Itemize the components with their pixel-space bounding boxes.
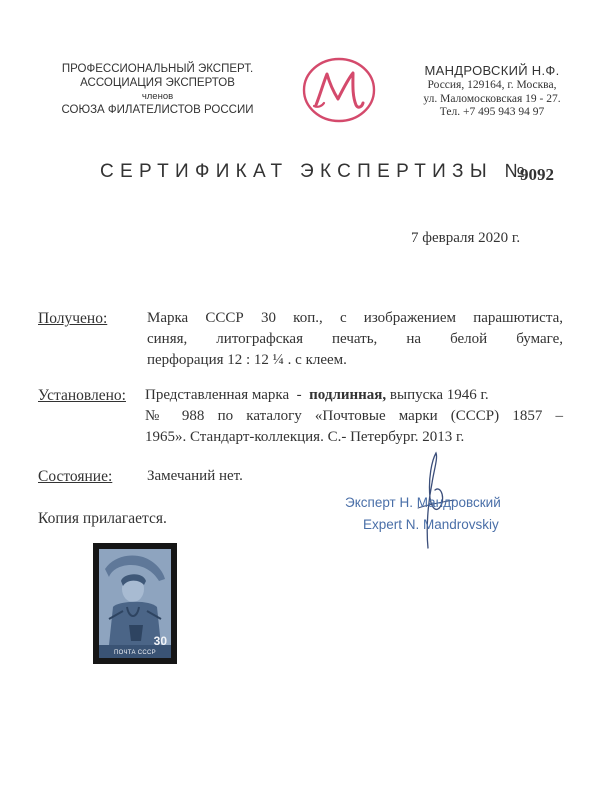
association-line-3: членов: [141, 91, 174, 102]
established-line-2: № 988 по каталогу «Почтовые марки (СССР) 1857 –: [145, 408, 563, 424]
expert-phone: Тел. +7 495 943 94 97: [439, 106, 545, 118]
certificate-date: 7 февраля 2020 г.: [411, 230, 521, 246]
association-line-1: ПРОФЕССИОНАЛЬНЫЙ ЭКСПЕРТ.: [61, 63, 254, 75]
expert-name: МАНДРОВСКИЙ Н.Ф.: [424, 63, 560, 78]
established-line-3: 1965». Стандарт-коллекция. С.- Петербург. 2013 г.: [145, 429, 465, 445]
signature-stamp-ru: Эксперт Н. Мандровский: [345, 495, 501, 510]
stamp-denomination: 30: [153, 634, 167, 648]
expert-signature-stamp: [345, 492, 535, 536]
association-header: [30, 63, 285, 117]
certificate-number: 9092: [520, 165, 554, 184]
condition-label: Состояние:: [38, 468, 113, 485]
established-line-1-post: выпуска 1946 г.: [386, 387, 489, 403]
expert-address-1: Россия, 129164, г. Москва,: [427, 79, 557, 91]
received-line-3: перфорация 12 : 12 ¼ . с клеем.: [147, 352, 347, 368]
copy-attached-note: Копия прилагается.: [38, 510, 167, 527]
received-description: [147, 308, 563, 371]
received-line-2: синяя, литографская печать, на белой бумаге,: [147, 331, 563, 347]
established-label: Установлено:: [38, 387, 126, 404]
established-description: [145, 385, 563, 448]
stamp-country-label: ПОЧТА СССР: [114, 650, 156, 656]
certificate-title: СЕРТИФИКАТ ЭКСПЕРТИЗЫ №: [100, 161, 532, 182]
expert-address-2: ул. Маломосковская 19 - 27.: [423, 92, 561, 105]
authentic-verdict: подлинная,: [309, 387, 387, 403]
condition-text: Замечаний нет.: [147, 468, 243, 484]
postage-stamp: [99, 549, 171, 658]
postage-stamp-photo: [93, 543, 177, 664]
received-label: Получено:: [38, 310, 108, 327]
monogram-logo: [300, 55, 378, 125]
established-line-1: [145, 385, 563, 406]
expert-contact-header: [392, 62, 592, 120]
received-line-1: Марка СССР 30 коп., с изображением парашютиста,: [147, 310, 563, 326]
association-line-2: АССОЦИАЦИЯ ЭКСПЕРТОВ: [80, 76, 235, 89]
association-line-4: СОЮЗА ФИЛАТЕЛИСТОВ РОССИИ: [61, 103, 254, 116]
signature-stamp-en: Expert N. Mandrovskiy: [363, 517, 499, 532]
established-line-1-pre: Представленная марка -: [145, 387, 310, 403]
